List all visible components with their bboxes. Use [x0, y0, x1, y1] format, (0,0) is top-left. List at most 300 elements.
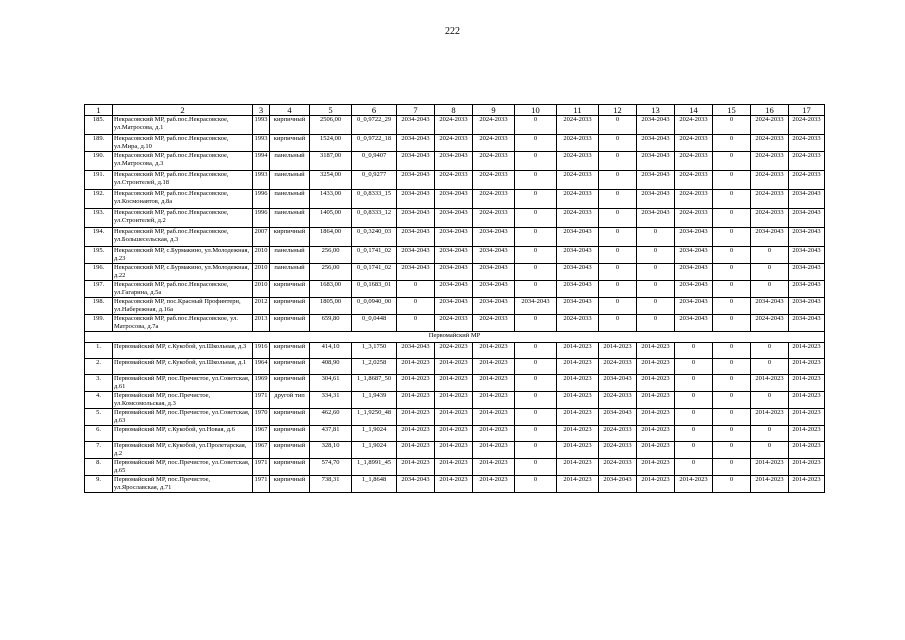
table-cell-area: 1864,00	[310, 228, 352, 247]
column-number-header: 9	[473, 105, 515, 116]
table-cell-mat: кирпичный	[270, 135, 310, 152]
table-cell-c17: 2014-2023	[789, 392, 825, 409]
table-cell-c15: 0	[713, 116, 751, 135]
table-cell-c12: 2014-2023	[599, 343, 637, 359]
column-number-header: 17	[789, 105, 825, 116]
table-cell-n: 4.	[85, 392, 113, 409]
section-title: Первомайский МР	[85, 332, 825, 343]
table-cell-c17: 2034-2043	[789, 281, 825, 298]
table-cell-c15: 0	[713, 359, 751, 375]
table-cell-n: 190.	[85, 152, 113, 171]
table-cell-mat: панельный	[270, 247, 310, 264]
table-cell-c8: 2024-2023	[435, 343, 473, 359]
column-number-header: 10	[515, 105, 557, 116]
table-cell-coef: 1_3,1750	[352, 343, 397, 359]
table-cell-c7: 2034-2043	[397, 135, 435, 152]
table-row	[85, 343, 825, 359]
table-cell-n: 1.	[85, 343, 113, 359]
table-cell-c15: 0	[713, 315, 751, 332]
table-cell-c11: 2024-2033	[557, 190, 599, 209]
table-cell-addr: Некрасовский МР, раб.пос.Некрасовское, ул. Матросова, д.7а	[113, 315, 253, 332]
table-cell-c14: 2034-2043	[675, 298, 713, 315]
table-cell-c10: 0	[515, 359, 557, 375]
table-cell-c15: 0	[713, 228, 751, 247]
table-cell-c15: 0	[713, 190, 751, 209]
table-cell-c13: 2014-2023	[637, 459, 675, 476]
table-cell-c14: 2024-2033	[675, 190, 713, 209]
table-row	[85, 442, 825, 459]
table-cell-c15: 0	[713, 152, 751, 171]
table-cell-addr: Первомайский МР, с.Кукобой, ул.Пролетарская, д.2	[113, 442, 253, 459]
table-cell-c12: 0	[599, 116, 637, 135]
column-number-header: 8	[435, 105, 473, 116]
table-cell-n: 7.	[85, 442, 113, 459]
table-cell-n: 189.	[85, 135, 113, 152]
table-cell-c11: 2014-2023	[557, 442, 599, 459]
table-cell-c13: 0	[637, 264, 675, 281]
table-cell-coef: 0_0,1683_01	[352, 281, 397, 298]
table-cell-c17: 2014-2023	[789, 409, 825, 426]
table-cell-c15: 0	[713, 476, 751, 493]
table-cell-c11: 2024-2033	[557, 135, 599, 152]
table-cell-addr: Некрасовский МР, раб.пос.Некрасовское, ул.Строителей, д.2	[113, 209, 253, 228]
table-cell-c15: 0	[713, 392, 751, 409]
table-cell-c16: 2014-2023	[751, 476, 789, 493]
table-cell-coef: 0_0,9722_18	[352, 135, 397, 152]
table-cell-c14: 2024-2033	[675, 116, 713, 135]
table-cell-addr: Некрасовский МР, раб.пос.Некрасовское, ул.Космонавтов, д.8а	[113, 190, 253, 209]
table-cell-c9: 2014-2023	[473, 476, 515, 493]
table-cell-c13: 2014-2023	[637, 392, 675, 409]
table-cell-c11: 2014-2023	[557, 343, 599, 359]
table-cell-year: 2013	[253, 315, 270, 332]
table-cell-area: 3187,00	[310, 152, 352, 171]
table-cell-c13: 2014-2023	[637, 426, 675, 442]
table-row	[85, 298, 825, 315]
table-cell-coef: 0_0,8333_15	[352, 190, 397, 209]
table-cell-area: 408,90	[310, 359, 352, 375]
table-cell-c17: 2024-2033	[789, 135, 825, 152]
table-row	[85, 116, 825, 135]
table-cell-c14: 0	[675, 392, 713, 409]
table-cell-c8: 2034-2043	[435, 190, 473, 209]
table-cell-c9: 2024-2033	[473, 209, 515, 228]
table-cell-year: 1969	[253, 375, 270, 392]
table-cell-c9: 2024-2033	[473, 135, 515, 152]
table-cell-c7: 2034-2043	[397, 116, 435, 135]
table-cell-c12: 0	[599, 228, 637, 247]
column-number-header: 1	[85, 105, 113, 116]
table-cell-c16: 0	[751, 359, 789, 375]
table-cell-addr: Первомайский МР, с.Кукобой, ул.Новая, д.6	[113, 426, 253, 442]
table-cell-area: 1683,00	[310, 281, 352, 298]
table-cell-area: 256,00	[310, 247, 352, 264]
table-cell-addr: Первомайский МР, пос.Пречистое, ул.Советская, д.65	[113, 459, 253, 476]
table-cell-c10: 0	[515, 476, 557, 493]
table-cell-c16: 2024-2043	[751, 315, 789, 332]
table-cell-c17: 2034-2043	[789, 264, 825, 281]
table-cell-c12: 0	[599, 298, 637, 315]
table-cell-c11: 2024-2033	[557, 315, 599, 332]
table-row	[85, 426, 825, 442]
table-cell-c7: 2034-2043	[397, 247, 435, 264]
table-cell-c12: 2024-2033	[599, 442, 637, 459]
table-cell-mat: кирпичный	[270, 281, 310, 298]
table-cell-c16: 2024-2033	[751, 116, 789, 135]
table-body-bottom	[85, 343, 825, 493]
table-cell-year: 2007	[253, 228, 270, 247]
table-cell-mat: кирпичный	[270, 442, 310, 459]
table-row	[85, 459, 825, 476]
table-cell-mat: кирпичный	[270, 459, 310, 476]
table-cell-year: 1970	[253, 409, 270, 426]
table-cell-c17: 2014-2023	[789, 476, 825, 493]
table-row	[85, 135, 825, 152]
table-cell-year: 1993	[253, 171, 270, 190]
table-cell-addr: Некрасовский МР, раб.пос.Некрасовское, ул.Строителей, д.18	[113, 171, 253, 190]
table-cell-c8: 2014-2023	[435, 426, 473, 442]
table-cell-year: 1964	[253, 359, 270, 375]
table-cell-c7: 2034-2043	[397, 152, 435, 171]
table-cell-c17: 2014-2023	[789, 459, 825, 476]
table-cell-c10: 0	[515, 315, 557, 332]
table-cell-c11: 2014-2023	[557, 476, 599, 493]
table-cell-c13: 0	[637, 315, 675, 332]
table-cell-area: 437,81	[310, 426, 352, 442]
table-cell-mat: панельный	[270, 209, 310, 228]
table-cell-mat: кирпичный	[270, 315, 310, 332]
table-cell-c17: 2034-2043	[789, 298, 825, 315]
column-number-header: 15	[713, 105, 751, 116]
table-cell-c9: 2034-2043	[473, 264, 515, 281]
table-cell-n: 2.	[85, 359, 113, 375]
table-cell-mat: кирпичный	[270, 116, 310, 135]
table-cell-n: 5.	[85, 409, 113, 426]
table-cell-n: 3.	[85, 375, 113, 392]
table-cell-c10: 0	[515, 190, 557, 209]
table-cell-c12: 0	[599, 264, 637, 281]
column-number-header: 5	[310, 105, 352, 116]
table-cell-year: 1993	[253, 135, 270, 152]
table-cell-year: 1971	[253, 459, 270, 476]
table-body-top	[85, 116, 825, 332]
table-row	[85, 264, 825, 281]
table-cell-c9: 2014-2023	[473, 409, 515, 426]
table-cell-c10: 0	[515, 392, 557, 409]
table-cell-c8: 2034-2043	[435, 264, 473, 281]
table-cell-c16: 0	[751, 264, 789, 281]
column-number-row	[85, 105, 825, 116]
table-cell-c11: 2014-2023	[557, 459, 599, 476]
table-cell-c7: 2014-2023	[397, 359, 435, 375]
table-cell-c12: 0	[599, 247, 637, 264]
table-cell-mat: кирпичный	[270, 359, 310, 375]
table-cell-c13: 0	[637, 281, 675, 298]
table-cell-c14: 0	[675, 409, 713, 426]
table-cell-c10: 0	[515, 459, 557, 476]
table-cell-mat: панельный	[270, 264, 310, 281]
table-cell-c11: 2034-2043	[557, 298, 599, 315]
table-cell-c14: 2024-2033	[675, 209, 713, 228]
table-cell-c11: 2024-2033	[557, 171, 599, 190]
table-cell-c9: 2014-2023	[473, 359, 515, 375]
table-cell-n: 193.	[85, 209, 113, 228]
table-cell-addr: Некрасовский МР, раб.пос.Некрасовское, ул.Матросова, д.1	[113, 116, 253, 135]
table-cell-c12: 0	[599, 315, 637, 332]
table-cell-c10: 0	[515, 116, 557, 135]
table-cell-c7: 2034-2043	[397, 264, 435, 281]
table-cell-c8: 2014-2023	[435, 442, 473, 459]
table-row	[85, 409, 825, 426]
table-cell-c15: 0	[713, 459, 751, 476]
table-cell-c17: 2034-2043	[789, 247, 825, 264]
table-cell-c8: 2014-2023	[435, 359, 473, 375]
table-cell-c11: 2034-2043	[557, 281, 599, 298]
table-cell-c8: 2014-2023	[435, 392, 473, 409]
table-cell-c13: 2014-2023	[637, 476, 675, 493]
table-cell-c11: 2014-2023	[557, 359, 599, 375]
table-cell-c9: 2014-2023	[473, 442, 515, 459]
table-cell-coef: 0_0,0940_00	[352, 298, 397, 315]
table-row	[85, 171, 825, 190]
table-cell-c8: 2034-2043	[435, 298, 473, 315]
table-cell-c9: 2024-2033	[473, 315, 515, 332]
table-cell-c9: 2034-2043	[473, 228, 515, 247]
table-cell-c17: 2014-2023	[789, 343, 825, 359]
table-cell-c14: 0	[675, 459, 713, 476]
table-cell-c8: 2034-2043	[435, 228, 473, 247]
table-cell-year: 1996	[253, 190, 270, 209]
table-cell-area: 2506,00	[310, 116, 352, 135]
column-number-header: 11	[557, 105, 599, 116]
table-cell-c8: 2024-2033	[435, 135, 473, 152]
table-cell-c17: 2034-2043	[789, 190, 825, 209]
table-cell-c9: 2014-2023	[473, 375, 515, 392]
table-cell-addr: Первомайский МР, с.Кукобой, ул.Школьная, д.3	[113, 343, 253, 359]
table-cell-year: 2012	[253, 298, 270, 315]
table-cell-coef: 0_0,1741_02	[352, 264, 397, 281]
table-cell-mat: панельный	[270, 171, 310, 190]
table-cell-c10: 0	[515, 171, 557, 190]
table-cell-c14: 2024-2033	[675, 152, 713, 171]
table-cell-c11: 2014-2023	[557, 409, 599, 426]
table-cell-c9: 2024-2033	[473, 190, 515, 209]
table-cell-c8: 2024-2033	[435, 171, 473, 190]
table-cell-addr: Некрасовский МР, с.Бурмакино, ул.Молодежная, д.23	[113, 247, 253, 264]
table-cell-addr: Первомайский МР, пос.Пречистое, ул.Советская, д.61	[113, 375, 253, 392]
table-cell-c15: 0	[713, 343, 751, 359]
table-cell-c17: 2014-2023	[789, 359, 825, 375]
table-cell-c16: 2014-2023	[751, 459, 789, 476]
column-number-header: 12	[599, 105, 637, 116]
table-cell-coef: 0_0,9722_29	[352, 116, 397, 135]
table-cell-coef: 1_1,9024	[352, 426, 397, 442]
table-cell-area: 1433,00	[310, 190, 352, 209]
table-cell-c7: 0	[397, 315, 435, 332]
table-row	[85, 247, 825, 264]
column-number-header: 13	[637, 105, 675, 116]
table-cell-area: 334,31	[310, 392, 352, 409]
table-cell-c14: 0	[675, 359, 713, 375]
table-cell-c7: 2034-2043	[397, 228, 435, 247]
table-cell-c14: 2034-2043	[675, 228, 713, 247]
table-cell-c14: 0	[675, 442, 713, 459]
table-cell-year: 1994	[253, 152, 270, 171]
table-cell-c14: 2034-2043	[675, 281, 713, 298]
table-cell-coef: 0_0,9277	[352, 171, 397, 190]
table-cell-year: 1971	[253, 392, 270, 409]
table-row	[85, 152, 825, 171]
table-cell-addr: Некрасовский МР, раб.пос.Некрасовское, ул.Гагарина, д.5а	[113, 281, 253, 298]
table-cell-addr: Первомайский МР, пос.Пречистое, ул.Советская, д.63	[113, 409, 253, 426]
table-cell-c7: 0	[397, 281, 435, 298]
table-cell-c12: 2024-2033	[599, 426, 637, 442]
table-cell-n: 195.	[85, 247, 113, 264]
table-cell-c7: 2014-2023	[397, 426, 435, 442]
table-cell-c16: 2024-2033	[751, 135, 789, 152]
table-cell-coef: 0_0,1741_02	[352, 247, 397, 264]
table-cell-c7: 2034-2043	[397, 209, 435, 228]
table-cell-addr: Некрасовский МР, с.Бурмакино, ул.Молодежная, д.22	[113, 264, 253, 281]
table-cell-coef: 1_1,9024	[352, 442, 397, 459]
table-cell-n: 197.	[85, 281, 113, 298]
table-cell-n: 199.	[85, 315, 113, 332]
table-cell-coef: 1_1,9439	[352, 392, 397, 409]
table-row	[85, 228, 825, 247]
table-row	[85, 359, 825, 375]
table-cell-c12: 0	[599, 209, 637, 228]
table-row	[85, 281, 825, 298]
table-cell-mat: кирпичный	[270, 343, 310, 359]
table-cell-coef: 1_1,8687_50	[352, 375, 397, 392]
table-cell-c8: 2024-2033	[435, 116, 473, 135]
table-cell-c11: 2014-2023	[557, 375, 599, 392]
table-cell-area: 304,61	[310, 375, 352, 392]
table-cell-c14: 2024-2033	[675, 171, 713, 190]
table-cell-c13: 2014-2023	[637, 359, 675, 375]
table-cell-year: 2010	[253, 281, 270, 298]
table-cell-c9: 2024-2033	[473, 116, 515, 135]
table-cell-c17: 2014-2023	[789, 442, 825, 459]
table-cell-c8: 2034-2043	[435, 247, 473, 264]
table-cell-c10: 0	[515, 375, 557, 392]
table-cell-c13: 2014-2023	[637, 375, 675, 392]
table-cell-c10: 0	[515, 209, 557, 228]
column-number-header: 3	[253, 105, 270, 116]
table-cell-c16: 0	[751, 343, 789, 359]
table-cell-c16: 0	[751, 392, 789, 409]
page-number: 222	[445, 26, 460, 37]
table-row	[85, 209, 825, 228]
table-cell-c9: 2014-2023	[473, 392, 515, 409]
table-cell-c10: 0	[515, 152, 557, 171]
table-cell-c14: 2034-2043	[675, 315, 713, 332]
table-cell-c7: 2034-2043	[397, 171, 435, 190]
table-cell-mat: кирпичный	[270, 228, 310, 247]
table-cell-addr: Некрасовский МР, раб.пос.Некрасовское, ул.Большесельская, д.3	[113, 228, 253, 247]
table-cell-c15: 0	[713, 281, 751, 298]
table-cell-area: 328,10	[310, 442, 352, 459]
housing-registry-table	[84, 104, 825, 493]
table-cell-c15: 0	[713, 409, 751, 426]
column-number-header: 7	[397, 105, 435, 116]
table-row	[85, 375, 825, 392]
table-cell-c16: 2024-2033	[751, 209, 789, 228]
table-cell-year: 1916	[253, 343, 270, 359]
table-cell-mat: кирпичный	[270, 375, 310, 392]
table-cell-c17: 2034-2043	[789, 228, 825, 247]
table-cell-c9: 2034-2043	[473, 298, 515, 315]
table-cell-n: 198.	[85, 298, 113, 315]
table-cell-c8: 2034-2043	[435, 209, 473, 228]
table-cell-addr: Первомайский МР, пос.Пречистое, ул.Ярославская, д.71	[113, 476, 253, 493]
table-cell-c16: 0	[751, 281, 789, 298]
table-cell-c9: 2024-2033	[473, 171, 515, 190]
table-cell-year: 1967	[253, 442, 270, 459]
table-cell-c10: 2034-2043	[515, 298, 557, 315]
table-cell-c12: 0	[599, 135, 637, 152]
table-cell-c12: 2024-2033	[599, 459, 637, 476]
table-cell-coef: 0_0,8333_12	[352, 209, 397, 228]
table-cell-c12: 2034-2043	[599, 375, 637, 392]
table-cell-addr: Первомайский МР, пос.Пречистое, ул.Комсомольская, д.3	[113, 392, 253, 409]
table-cell-c16: 2024-2033	[751, 190, 789, 209]
table-cell-c8: 2014-2023	[435, 476, 473, 493]
table-row	[85, 476, 825, 493]
table-cell-c7: 2034-2043	[397, 343, 435, 359]
table-cell-c11: 2014-2023	[557, 392, 599, 409]
table-cell-n: 6.	[85, 426, 113, 442]
table-cell-addr: Некрасовский МР, раб.пос.Некрасовское, ул.Матросова, д.3	[113, 152, 253, 171]
table-cell-c11: 2034-2043	[557, 228, 599, 247]
table-cell-c14: 0	[675, 343, 713, 359]
table-cell-c7: 2014-2023	[397, 375, 435, 392]
table-cell-coef: 1_2,0258	[352, 359, 397, 375]
table-cell-c15: 0	[713, 247, 751, 264]
table-cell-year: 1971	[253, 476, 270, 493]
table-cell-c14: 2024-2033	[675, 135, 713, 152]
table-cell-n: 9.	[85, 476, 113, 493]
table-row	[85, 392, 825, 409]
table-cell-c16: 0	[751, 426, 789, 442]
table-cell-c13: 0	[637, 228, 675, 247]
table-cell-c7: 0	[397, 298, 435, 315]
table-cell-n: 192.	[85, 190, 113, 209]
table-cell-area: 1524,00	[310, 135, 352, 152]
table-cell-mat: кирпичный	[270, 476, 310, 493]
table-cell-c16: 0	[751, 442, 789, 459]
table-cell-c17: 2014-2023	[789, 426, 825, 442]
table-cell-addr: Некрасовский МР, раб.пос.Некрасовское, ул.Мира, д.10	[113, 135, 253, 152]
table-cell-c10: 0	[515, 281, 557, 298]
table-cell-c8: 2034-2043	[435, 152, 473, 171]
column-number-header: 6	[352, 105, 397, 116]
table-cell-c12: 2024-2033	[599, 359, 637, 375]
table-row	[85, 315, 825, 332]
table-cell-c9: 2024-2033	[473, 152, 515, 171]
table-cell-c10: 0	[515, 247, 557, 264]
table-cell-c17: 2034-2043	[789, 315, 825, 332]
table-cell-c11: 2034-2043	[557, 264, 599, 281]
table-cell-c15: 0	[713, 298, 751, 315]
table-cell-c12: 0	[599, 190, 637, 209]
table-cell-c14: 2034-2043	[675, 247, 713, 264]
table-cell-mat: панельный	[270, 190, 310, 209]
table-cell-c11: 2014-2023	[557, 426, 599, 442]
table-cell-c10: 0	[515, 409, 557, 426]
table-cell-c14: 2014-2023	[675, 476, 713, 493]
table-cell-c11: 2024-2033	[557, 116, 599, 135]
